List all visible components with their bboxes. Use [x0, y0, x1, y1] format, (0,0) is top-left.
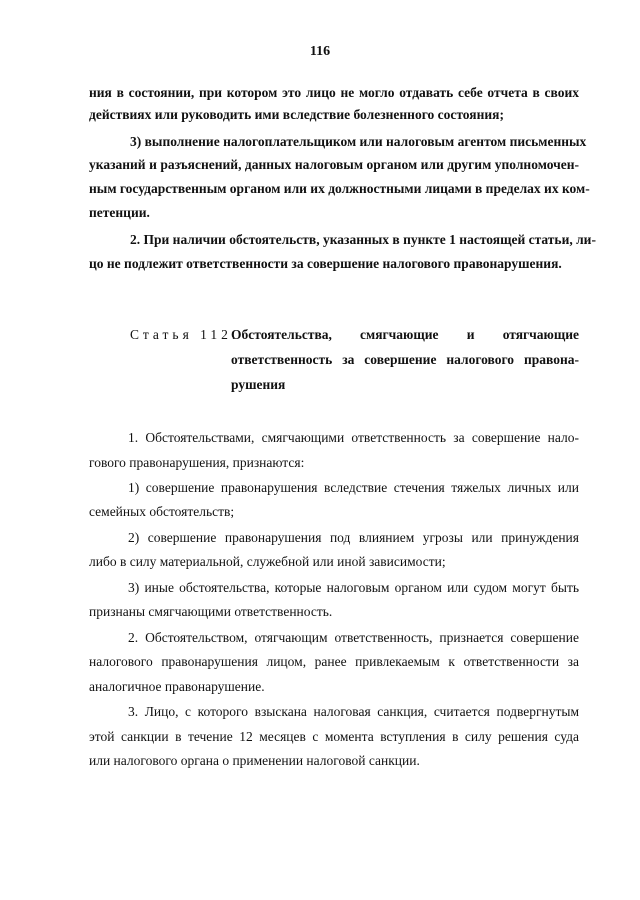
text-line: петенции. [89, 205, 150, 220]
text-line: 2. При наличии обстоятельств, указанных в пункте 1 настоящей статьи, ли- [130, 232, 596, 247]
article-title-line: рушения [231, 377, 286, 392]
text-line: 3) выполнение налогоплательщиком или налоговым агентом письменных [130, 134, 587, 149]
text-line: ния в состоянии, при котором это лицо не могло отдавать себе отчета в своих [89, 85, 579, 100]
text-line: семейных обстоятельств; [89, 504, 235, 519]
text-line: налогового правонарушения лицом, ранее привлекаемым к ответственности за [89, 654, 579, 669]
text-line: или налогового органа о применении налоговой санкции. [89, 753, 420, 768]
text-line: гового правонарушения, признаются: [89, 455, 305, 470]
text-line: указаний и разъяснений, данных налоговым органом или другим уполномочен- [89, 157, 579, 172]
text-line: этой санкции в течение 12 месяцев с момента вступления в силу решения суда [89, 729, 579, 744]
article-title-line: ответственность за совершение налогового правона- [231, 352, 579, 367]
page-number: 116 [309, 44, 331, 59]
text-line: 1) совершение правонарушения вследствие стечения тяжелых личных или [128, 480, 579, 495]
text-line: аналогичное правонарушение. [89, 679, 265, 694]
text-line: ным государственным органом или их должностными лицами в пределах их ком- [89, 181, 590, 196]
text-line: 1. Обстоятельствами, смягчающими ответственность за совершение нало- [128, 430, 579, 445]
text-line: либо в силу материальной, служебной или иной зависимости; [89, 554, 446, 569]
text-line: 3) иные обстоятельства, которые налоговым органом или судом могут быть [128, 580, 579, 595]
text-line: 2. Обстоятельством, отягчающим ответственность, признается совершение [128, 630, 579, 645]
text-line: цо не подлежит ответственности за совершение налогового правонарушения. [89, 256, 562, 271]
article-label [130, 327, 239, 343]
text-line: признаны смягчающими ответственность. [89, 604, 333, 619]
article-number: Статья 112. [130, 327, 240, 342]
article-title-line: Обстоятельства, смягчающие и отягчающие [231, 327, 579, 342]
text-line: 3. Лицо, с которого взыскана налоговая санкция, считается подвергнутым [128, 704, 579, 719]
text-line: 2) совершение правонарушения под влиянием угрозы или принуждения [128, 530, 579, 545]
text-line: действиях или руководить ими вследствие болезненного состояния; [89, 107, 504, 122]
